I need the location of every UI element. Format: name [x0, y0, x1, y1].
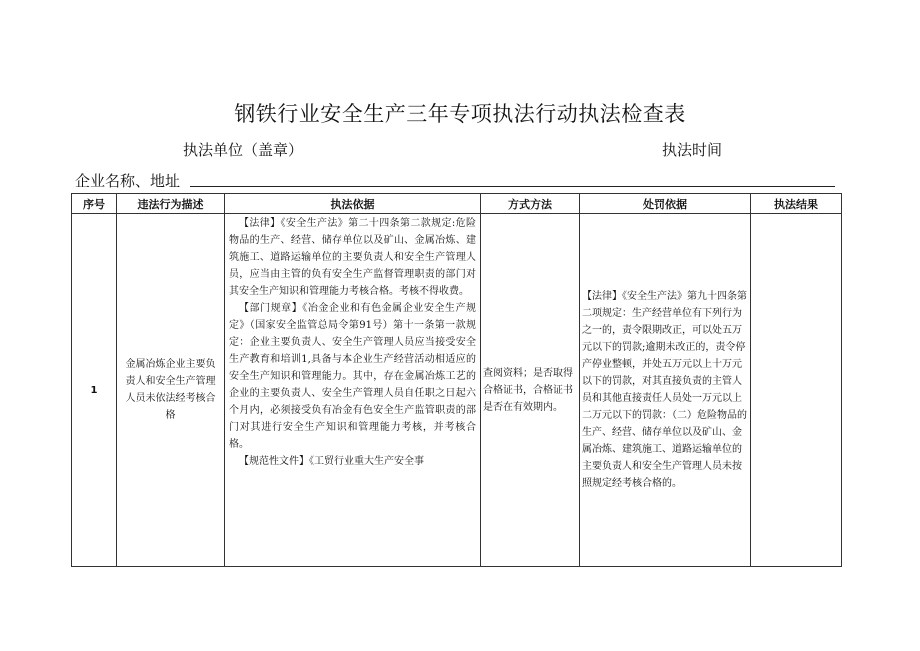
cell-enforcement-result[interactable] [751, 214, 842, 567]
header-enforcement-result: 执法结果 [751, 194, 842, 214]
header-violation-description: 违法行为描述 [117, 194, 225, 214]
header-penalty-basis: 处罚依据 [580, 194, 751, 214]
cell-penalty-basis: 【法律】《安全生产法》第九十四条第二项规定：生产经营单位有下列行为之一的，责令限期改正，可以处五万元以下的罚款;逾期未改正的，责令停产停业整顿，并处五万元以上十万元以下的罚款，对其直接负责的主管人员和其他直接责任人员处一万元以上二万元以下的罚款：（二）危险物品的生产、经营、储存单位以及矿山、金属冶炼、建筑施工、道路运输单位的主要负责人和安全生产管理人员未按照规定经考核合格的。 [580, 214, 751, 567]
company-name-address-label: 企业名称、地址 [75, 172, 181, 190]
basis-law-paragraph: 【法律】《安全生产法》第二十四条第二款规定:危险物品的生产、经营、储存单位以及矿山、金属冶炼、建筑施工、道路运输单位的主要负责人和安全生产管理人员，应当由主管的负有安全生产监督管理职责的部门对其安全生产知识和管理能力考核合格。考核不得收费。 [229, 218, 476, 297]
header-seq: 序号 [72, 194, 117, 214]
cell-seq: 1 [72, 214, 117, 567]
company-name-address-field[interactable] [190, 186, 835, 187]
table-row [72, 214, 842, 567]
enforcement-time-label: 执法时间 [662, 141, 723, 159]
header-enforcement-basis: 执法依据 [225, 194, 481, 214]
inspection-table [71, 193, 842, 567]
header-method: 方式方法 [481, 194, 580, 214]
cell-method: 查阅资料；是否取得合格证书，合格证书是否在有效期内。 [481, 214, 580, 567]
cell-enforcement-basis [225, 214, 481, 567]
cell-violation-description: 金属冶炼企业主要负责人和安全生产管理人员未依法经考核合格 [117, 214, 225, 567]
basis-normative-document-paragraph: 【规范性文件】《工贸行业重大生产安全事 [239, 456, 424, 467]
page-title: 钢铁行业安全生产三年专项执法行动执法检查表 [234, 102, 686, 126]
enforcement-unit-label: 执法单位（盖章） [183, 141, 304, 159]
table-header-row [72, 194, 842, 214]
basis-regulation-paragraph: 【部门规章】《冶金企业和有色金属企业安全生产规定》（国家安全监管总局令第91号）第十一条第一款规定：企业主要负责人、安全生产管理人员应当接受安全生产教育和培训1,具备与本企业生产经营活动相适应的安全生产知识和管理能力。其中，存在金属冶炼工艺的企业的主要负责人、安全生产管理人员自任职之日起六个月内，必须接受负有冶金有色安全生产监管职责的部门对其进行安全生产知识和管理能力考核，并考核合格。 [229, 303, 476, 450]
